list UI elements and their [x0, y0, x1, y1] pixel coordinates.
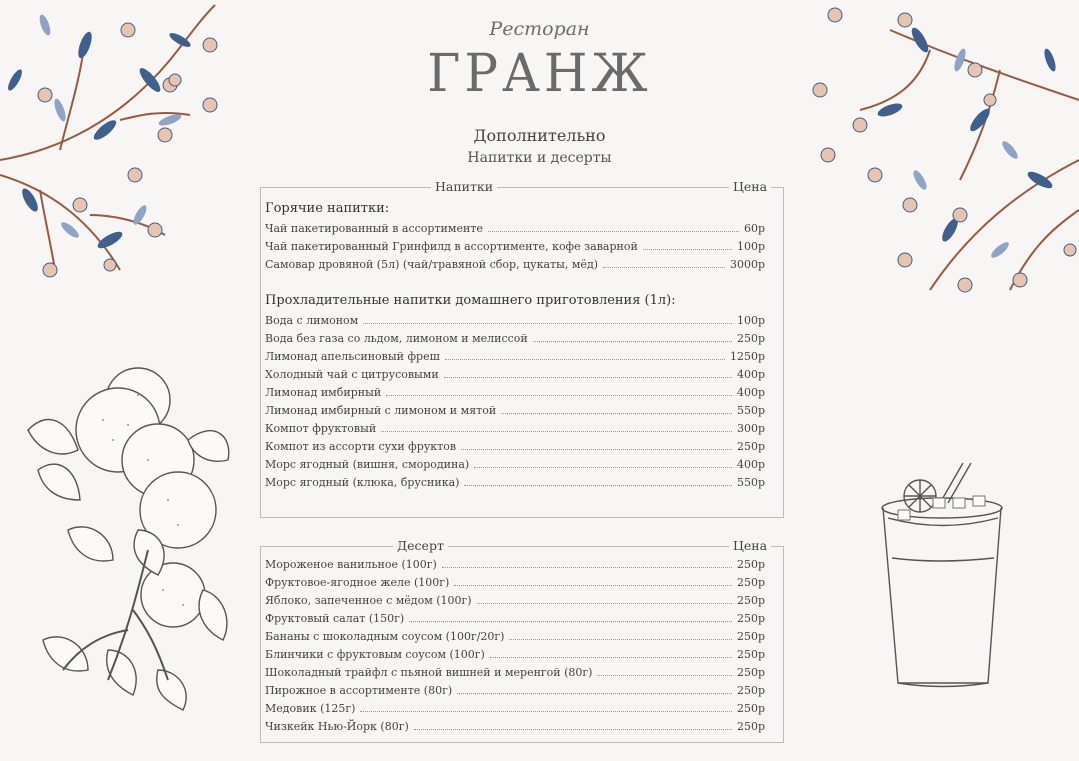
drinks-price-heading: Цена	[729, 179, 771, 195]
list-item: Морс ягодный (вишня, смородина) 400р	[265, 458, 765, 471]
desserts-heading: Десерт	[393, 538, 448, 554]
list-item: Бананы с шоколадным соусом (100г/20г) 250р	[265, 630, 765, 643]
restaurant-label: Ресторан	[489, 18, 590, 40]
list-item: Чай пакетированный в ассортименте 60р	[265, 222, 765, 235]
list-item: Мороженое ванильное (100г) 250р	[265, 558, 765, 571]
list-item: Морс ягодный (клюка, брусника) 550р	[265, 476, 765, 489]
list-item: Самовар дровяной (5л) (чай/травяной сбор, цукаты, мёд) 3000р	[265, 258, 765, 271]
list-item: Чай пакетированный Гринфилд в ассортименте, кофе заварной 100р	[265, 240, 765, 253]
list-item: Шоколадный трайфл с пьяной вишней и меренгой (80г) 250р	[265, 666, 765, 679]
list-item: Лимонад имбирный 400р	[265, 386, 765, 399]
list-item: Пирожное в ассортименте (80г) 250р	[265, 684, 765, 697]
section-title: Дополнительно	[473, 126, 606, 145]
list-item: Чизкейк Нью-Йорк (80г) 250р	[265, 720, 765, 733]
section-subtitle: Напитки и десерты	[467, 150, 612, 166]
drinks-heading: Напитки	[431, 179, 497, 195]
cold-drinks-title: Прохладительные напитки домашнего приготовления (1л):	[265, 293, 676, 308]
list-item: Яблоко, запеченное с мёдом (100г) 250р	[265, 594, 765, 607]
restaurant-name: ГРАНЖ	[427, 42, 652, 104]
list-item: Медовик (125г) 250р	[265, 702, 765, 715]
list-item: Фруктовый салат (150г) 250р	[265, 612, 765, 625]
peach-branch-sketch	[18, 350, 243, 720]
list-item: Компот из ассорти сухи фруктов 250р	[265, 440, 765, 453]
drinks-menu-box	[260, 179, 784, 518]
list-item: Холодный чай с цитрусовыми 400р	[265, 368, 765, 381]
list-item: Компот фруктовый 300р	[265, 422, 765, 435]
list-item: Вода с лимоном 100р	[265, 314, 765, 327]
list-item: Лимонад имбирный с лимоном и мятой 550р	[265, 404, 765, 417]
list-item: Вода без газа со льдом, лимоном и мелиссой 250р	[265, 332, 765, 345]
desserts-price-heading: Цена	[729, 538, 771, 554]
lemonade-glass-sketch	[878, 458, 1008, 690]
desserts-menu-box	[260, 538, 784, 743]
hot-drinks-title: Горячие напитки:	[265, 201, 390, 216]
list-item: Блинчики с фруктовым соусом (100г) 250р	[265, 648, 765, 661]
list-item: Фруктовое-ягодное желе (100г) 250р	[265, 576, 765, 589]
list-item: Лимонад апельсиновый фреш 1250р	[265, 350, 765, 363]
